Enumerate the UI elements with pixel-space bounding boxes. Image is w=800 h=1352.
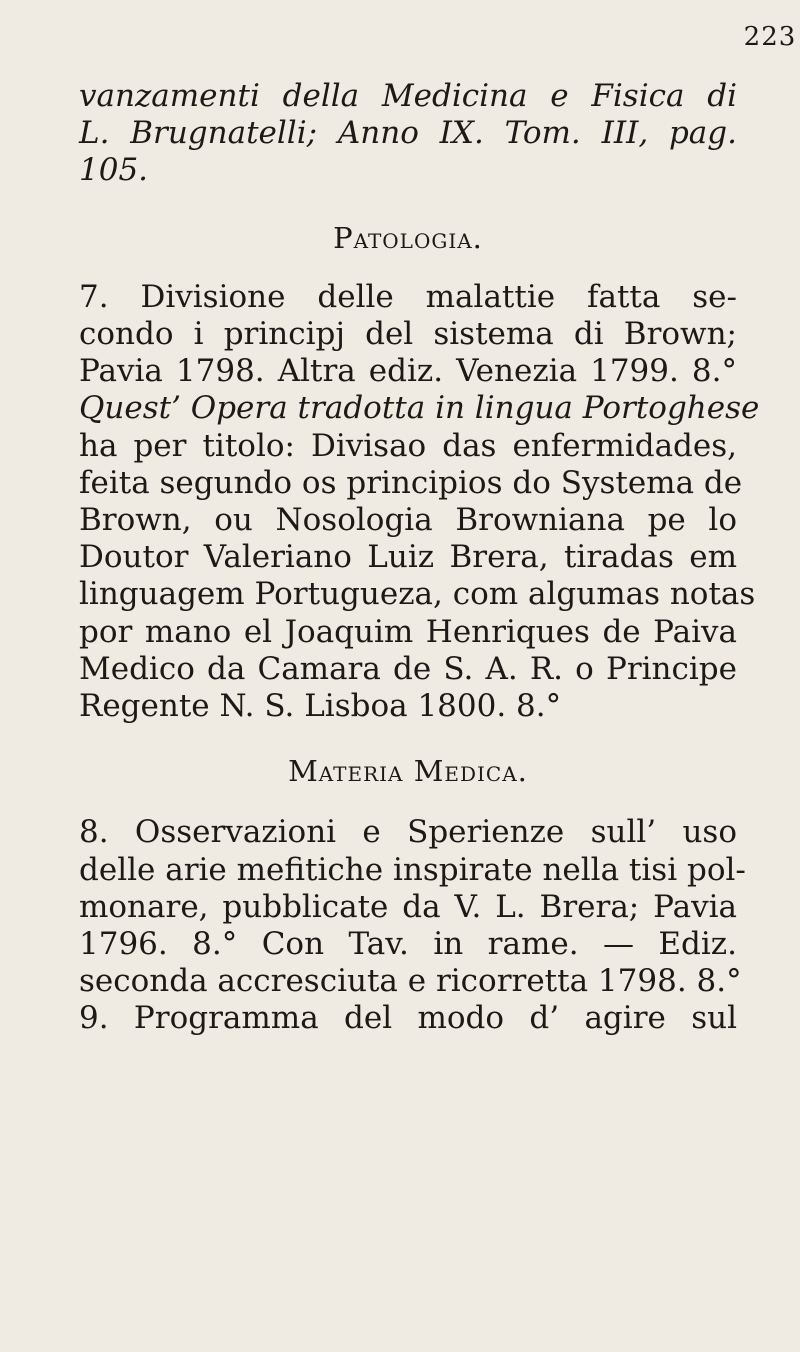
entry-line: Quest’ Opera tradotta in lingua Portoghese: [79, 390, 760, 427]
entry-line: monare, pubblicate da V. L. Brera; Pavia: [79, 888, 737, 925]
intro-line: L. Brugnatelli; Anno IX. Tom. III, pag.: [79, 115, 737, 152]
intro-line: 105.: [79, 152, 149, 189]
section-heading-materia-medica: Materia Medica.: [288, 754, 528, 789]
entry-line: 1796. 8.° Con Tav. in rame. — Ediz.: [79, 926, 737, 963]
entry-line: Doutor Valeriano Luiz Brera, tiradas em: [79, 539, 737, 576]
entry-line: 8. Osservazioni e Sperienze sull’ uso: [79, 814, 737, 851]
entry-line: Brown, ou Nosologia Browniana pe lo: [79, 502, 737, 539]
entry-line: seconda accresciuta e ricorretta 1798. 8.°: [79, 963, 742, 1000]
entry-line: Medico da Camara de S. A. R. o Principe: [79, 650, 737, 687]
intro-line: vanzamenti della Medicina e Fisica di: [79, 78, 737, 114]
entry-line: feita segundo os principios do Systema de: [79, 464, 743, 501]
entry-line: ha per titolo: Divisao das enfermidades,: [79, 427, 737, 464]
entry-line: delle arie mefitiche inspirate nella tisi pol-: [79, 851, 746, 888]
entry-line: 7. Divisione delle malattie fatta se-: [79, 278, 737, 315]
entry-line: Regente N. S. Lisboa 1800. 8.°: [79, 688, 562, 725]
entry-line: 9. Programma del modo d’ agire sul: [79, 1000, 737, 1037]
entry-line: Pavia 1798. Altra ediz. Venezia 1799. 8.°: [79, 353, 737, 390]
page-number: 223: [743, 22, 797, 52]
section-heading-patologia: Patologia.: [333, 220, 483, 255]
entry-line: por mano el Joaquim Henriques de Paiva: [79, 613, 737, 650]
entry-line: linguagem Portugueza, com algumas notas: [79, 576, 756, 613]
entry-line: condo i principj del sistema di Brown;: [79, 316, 737, 353]
page-text: [79, 78, 760, 1038]
